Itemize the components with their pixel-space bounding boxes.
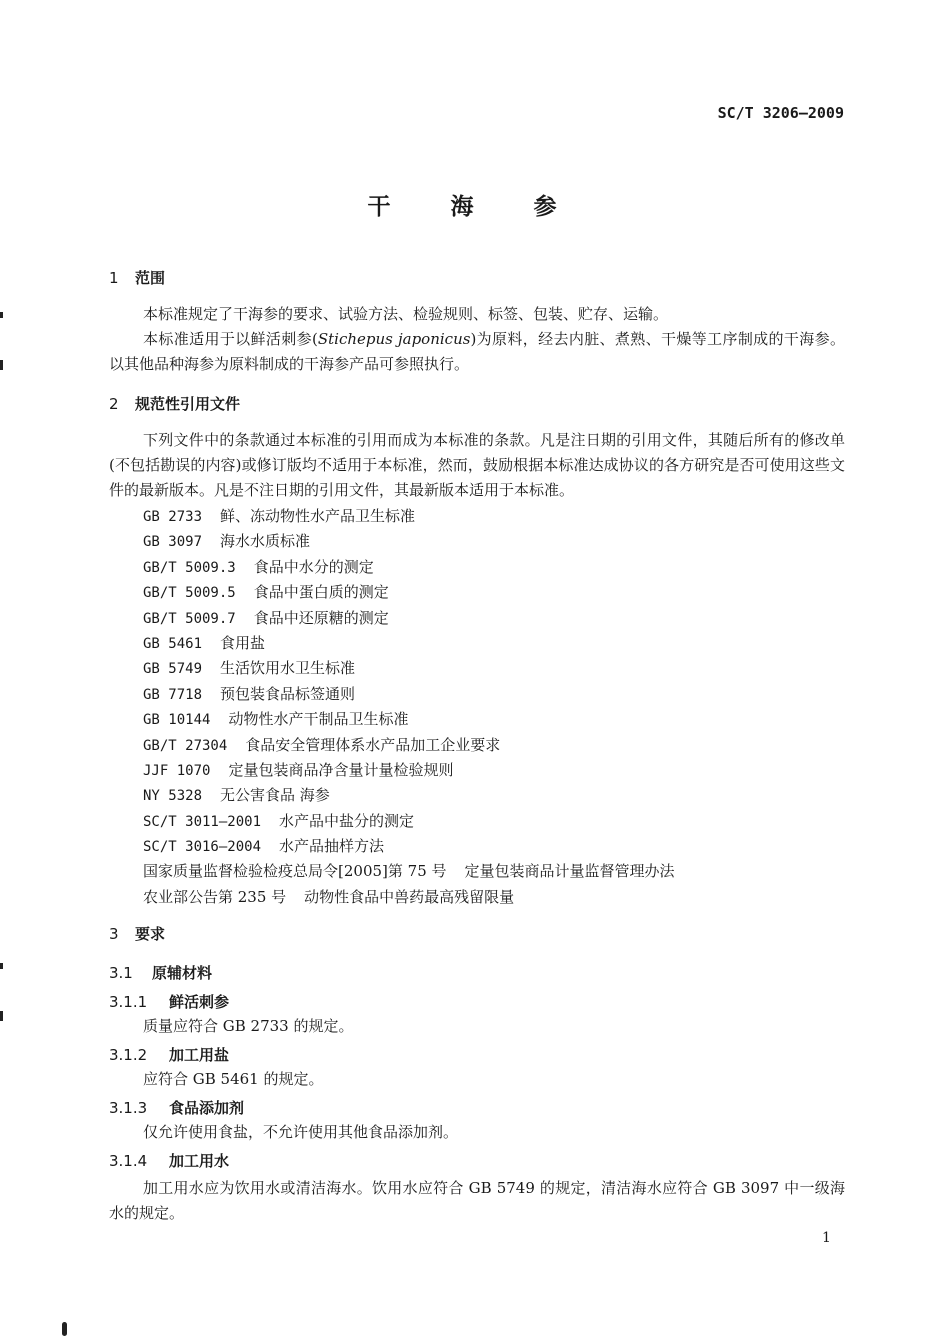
reference-item: GB/T 5009.5 食品中蛋白质的测定 bbox=[143, 583, 389, 602]
reference-item: JJF 1070 定量包装商品净含量计量检验规则 bbox=[143, 760, 454, 779]
document-title: 干 海 参 bbox=[367, 194, 583, 220]
species-name: Stichepus japonicus bbox=[317, 330, 471, 348]
reference-item: GB 10144 动物性水产干制品卫生标准 bbox=[143, 710, 409, 729]
section-3-heading bbox=[109, 923, 165, 944]
standard-code: SC/T 3206—2009 bbox=[717, 104, 844, 122]
reference-item: GB/T 27304 食品安全管理体系水产品加工企业要求 bbox=[143, 735, 501, 754]
reference-item: GB 3097 海水水质标准 bbox=[143, 532, 311, 551]
scan-mark bbox=[62, 1322, 67, 1336]
section-3-1-2-heading: 3.1.2 加工用盐 bbox=[109, 1046, 230, 1064]
reference-item: SC/T 3016—2004 水产品抽样方法 bbox=[143, 837, 385, 856]
reference-item: GB/T 5009.7 食品中还原糖的测定 bbox=[143, 608, 389, 627]
section-3-1-3-heading: 3.1.3 食品添加剂 bbox=[109, 1099, 245, 1117]
reference-item: GB 7718 预包装食品标签通则 bbox=[143, 684, 356, 703]
scope-text-a: 本标准适用于以鲜活刺参( bbox=[143, 330, 318, 348]
scan-mark bbox=[0, 360, 3, 370]
section-number: 3 bbox=[109, 925, 119, 943]
section-2-heading bbox=[109, 393, 240, 414]
scope-paragraph-2 bbox=[109, 327, 845, 377]
page-number: 1 bbox=[822, 1230, 831, 1246]
section-title: 要求 bbox=[135, 925, 166, 943]
scope-text-b: )为原料，经去内脏、煮熟、干燥等工序制成的干海参。以其他品种海参为原料制成的干海参产品可参照执行。 bbox=[109, 330, 846, 373]
scan-mark bbox=[0, 1011, 3, 1021]
reference-item: GB 5461 食用盐 bbox=[143, 633, 266, 652]
reference-item: GB 2733 鲜、冻动物性水产品卫生标准 bbox=[143, 507, 416, 525]
scan-mark bbox=[0, 963, 3, 969]
section-number: 1 bbox=[109, 269, 119, 287]
section-3-1-1-text: 质量应符合 GB 2733 的规定。 bbox=[143, 1017, 354, 1035]
reference-item: 农业部公告第 235 号 动物性食品中兽药最高残留限量 bbox=[143, 887, 515, 906]
section-3-1-1-heading: 3.1.1 鲜活刺参 bbox=[109, 993, 230, 1011]
scan-mark bbox=[0, 312, 3, 318]
reference-item: NY 5328 无公害食品 海参 bbox=[143, 786, 330, 805]
reference-item: 国家质量监督检验检疫总局令[2005]第 75 号 定量包装商品计量监督管理办法 bbox=[143, 862, 675, 881]
section-title: 规范性引用文件 bbox=[135, 395, 241, 413]
section-3-1-4-heading: 3.1.4 加工用水 bbox=[109, 1152, 230, 1170]
section-number: 2 bbox=[109, 395, 119, 413]
reference-item: GB 5749 生活饮用水卫生标准 bbox=[143, 659, 356, 678]
section-3-1-heading: 3.1 原辅材料 bbox=[109, 964, 213, 982]
scope-paragraph-1: 本标准规定了干海参的要求、试验方法、检验规则、标签、包装、贮存、运输。 bbox=[143, 305, 669, 323]
section-3-1-4-text: 加工用水应为饮用水或清洁海水。饮用水应符合 GB 5749 的规定，清洁海水应符合 GB 3097 中一级海水的规定。 bbox=[109, 1179, 845, 1222]
section-3-1-2-text: 应符合 GB 5461 的规定。 bbox=[143, 1070, 324, 1088]
reference-item: SC/T 3011—2001 水产品中盐分的测定 bbox=[143, 811, 415, 830]
section-3-1-3-text: 仅允许使用食盐，不允许使用其他食品添加剂。 bbox=[143, 1123, 459, 1141]
references-intro: 下列文件中的条款通过本标准的引用而成为本标准的条款。凡是注日期的引用文件，其随后所有的修改单(不包括勘误的内容)或修订版均不适用于本标准，然而，鼓励根据本标准达成协议的各方研究是否可使用这些文件的最新版本。凡是不注日期的引用文件，其最新版本适用于本标准。 bbox=[109, 431, 845, 499]
section-title: 范围 bbox=[135, 269, 166, 287]
reference-list bbox=[143, 504, 675, 910]
section-1-heading bbox=[109, 267, 165, 288]
reference-item: GB/T 5009.3 食品中水分的测定 bbox=[143, 557, 374, 576]
